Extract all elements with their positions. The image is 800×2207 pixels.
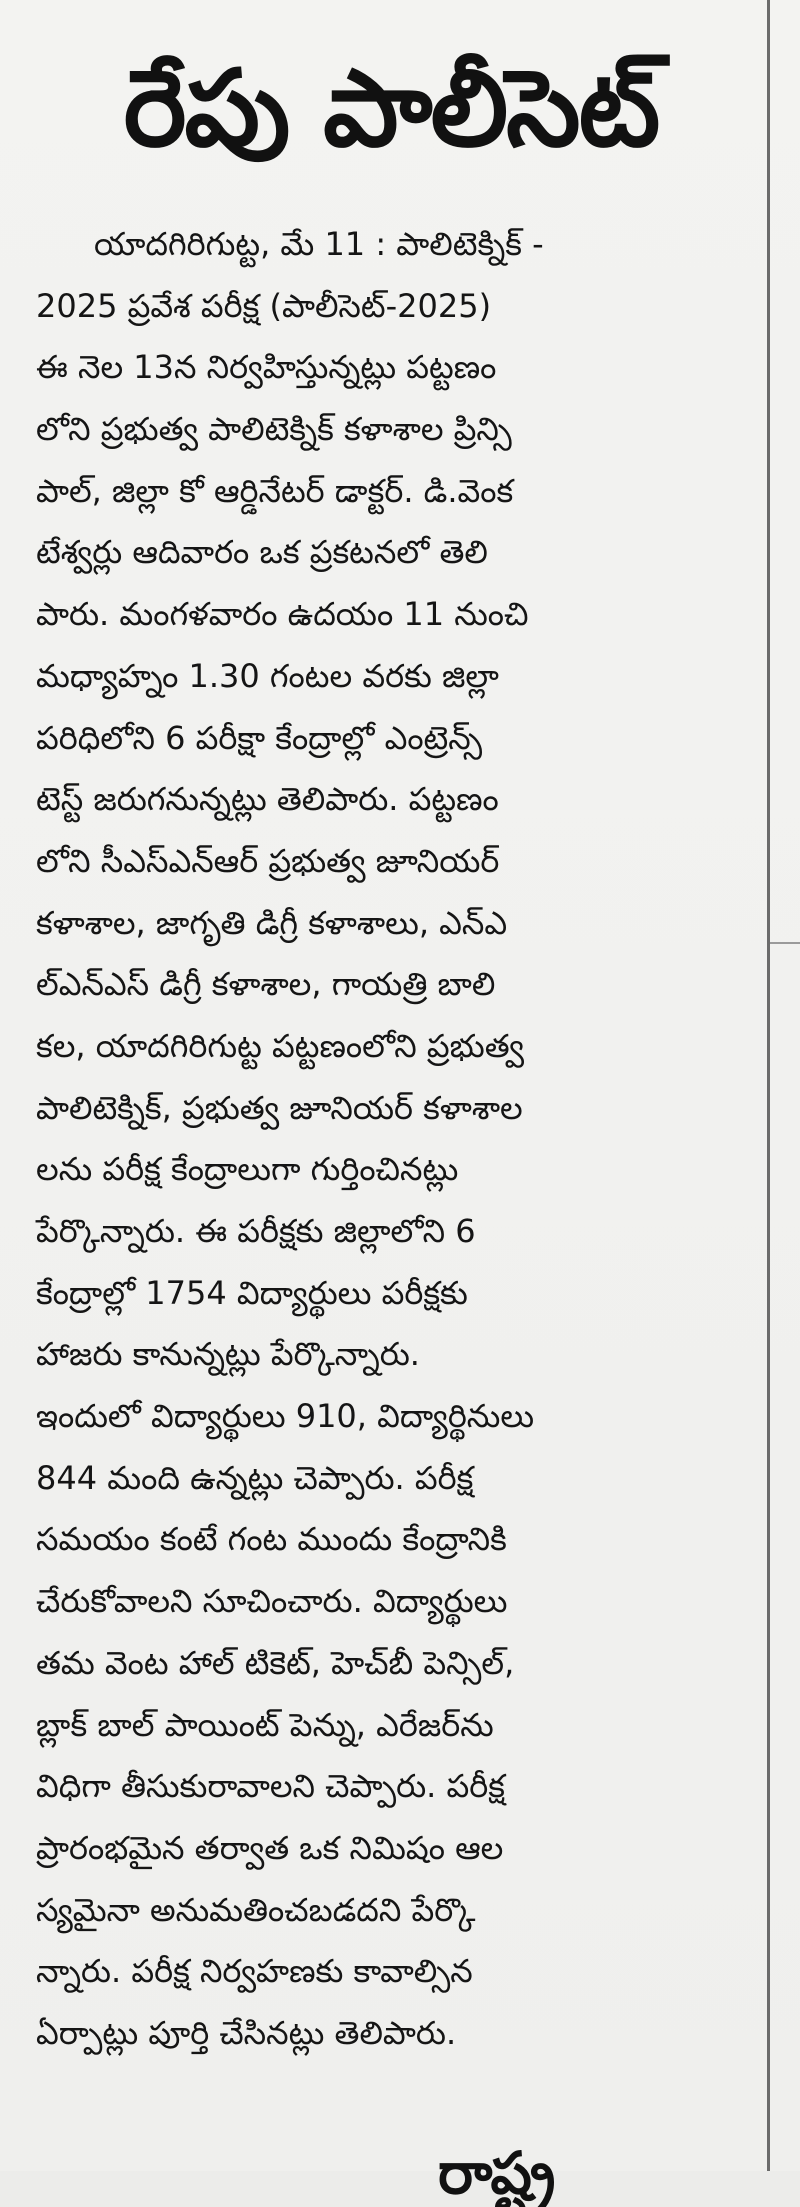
- article-line: పరిధిలోని 6 పరీక్షా కేంద్రాల్లో ఎంట్రెన్స్: [36, 718, 483, 757]
- article-line: పాల్, జిల్లా కో ఆర్డినేటర్ డాక్టర్. డి.వెంక: [36, 471, 514, 510]
- news-article: [36, 34, 746, 2065]
- article-headline: రేపు పాలీసెట్: [123, 47, 659, 170]
- article-line: బ్లాక్ బాల్ పాయింట్ పెన్ను, ఎరేజర్‌ను: [36, 1705, 494, 1744]
- article-line: లోని సీఎస్ఎన్ఆర్ ప్రభుత్వ జూనియర్: [36, 841, 500, 880]
- article-line: తమ వెంట హాల్ టికెట్, హెచ్‌బీ పెన్సిల్,: [36, 1643, 515, 1682]
- article-line: విధిగా తీసుకురావాలని చెప్పారు. పరీక్ష: [36, 1767, 505, 1806]
- article-line: న్నారు. పరీక్ష నిర్వహణకు కావాల్సిన: [36, 1952, 473, 1991]
- article-line: సమయం కంటే గంట ముందు కేంద్రానికి: [36, 1520, 507, 1559]
- article-line: ఇందులో విద్యార్థులు 910, విద్యార్థినులు: [36, 1397, 535, 1436]
- article-line: 844 మంది ఉన్నట్లు చెప్పారు. పరీక్ష: [36, 1458, 474, 1497]
- article-line: మధ్యాహ్నం 1.30 గంటల వరకు జిల్లా: [36, 656, 499, 695]
- partial-next-heading: [438, 2139, 623, 2207]
- article-line: యాదగిరిగుట్ట, మే 11 : పాలిటెక్నిక్ -: [94, 225, 544, 263]
- article-line: కేంద్రాల్లో 1754 విద్యార్థులు పరీక్షకు: [36, 1273, 468, 1312]
- article-line: పారు. మంగళవారం ఉదయం 11 నుంచి: [36, 595, 529, 634]
- article-line: హాజరు కానున్నట్లు పేర్కొన్నారు.: [36, 1335, 420, 1374]
- adjacent-column-rule: [770, 942, 800, 944]
- article-line: టేశ్వర్లు ఆదివారం ఒక ప్రకటనలో తెలి: [36, 533, 488, 572]
- article-line: ఏర్పాట్లు పూర్తి చేసినట్లు తెలిపారు.: [36, 2013, 457, 2052]
- article-line: కల, యాదగిరిగుట్ట పట్టణంలోని ప్రభుత్వ: [36, 1026, 525, 1065]
- column-divider: [767, 0, 770, 2171]
- article-line: చేరుకోవాలని సూచించారు. విద్యార్థులు: [36, 1582, 508, 1621]
- article-line: ఈ నెల 13న నిర్వహిస్తున్నట్లు పట్టణం: [36, 348, 497, 387]
- article-body: [36, 214, 746, 2065]
- article-line: లోని ప్రభుత్వ పాలిటెక్నిక్ కళాశాల ప్రిన్సి: [36, 410, 512, 449]
- article-line: స్యమైనా అనుమతించబడదని పేర్కొ: [36, 1890, 476, 1929]
- article-line: ప్రారంభమైన తర్వాత ఒక నిమిషం ఆల: [36, 1828, 504, 1867]
- article-line: 2025 ప్రవేశ పరీక్ష (పాలీసెట్-2025): [36, 286, 492, 325]
- article-line: లను పరీక్ష కేంద్రాలుగా గుర్తించినట్లు: [36, 1150, 459, 1189]
- partial-heading-text: రాష్ట్ర: [438, 2139, 556, 2207]
- article-line: ల్ఎన్ఎస్ డిగ్రీ కళాశాల, గాయత్రి బాలి: [36, 965, 496, 1004]
- article-line: టెస్ట్ జరుగనున్నట్లు తెలిపారు. పట్టణం: [36, 780, 499, 819]
- article-line: పాలిటెక్నిక్, ప్రభుత్వ జూనియర్ కళాశాల: [36, 1088, 523, 1127]
- article-line: పేర్కొన్నారు. ఈ పరీక్షకు జిల్లాలోని 6: [36, 1212, 476, 1250]
- article-line: కళాశాల, జాగృతి డిగ్రీ కళాశాలు, ఎన్ఎ: [36, 903, 508, 942]
